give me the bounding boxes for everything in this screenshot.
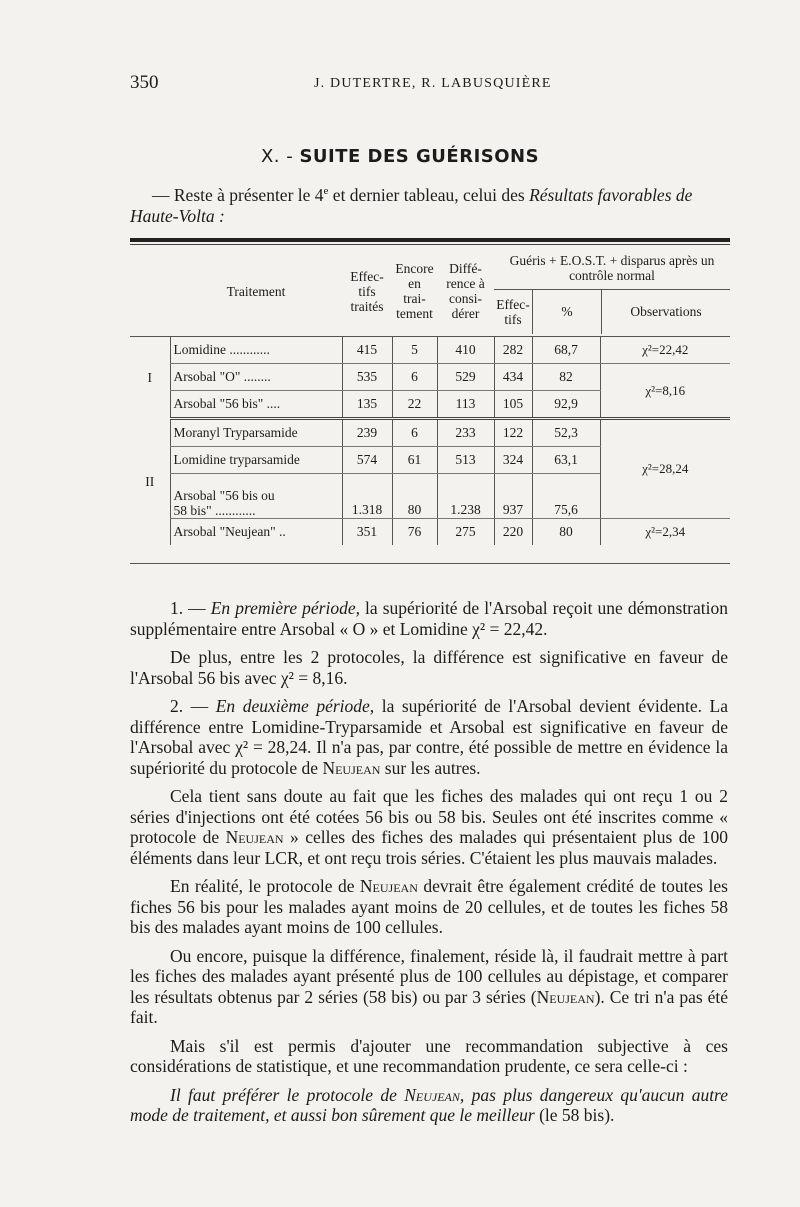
header-encore <box>392 246 437 337</box>
header-observations: Observations <box>601 290 730 334</box>
results-table-grid <box>130 246 730 545</box>
enc-cell: 22 <box>392 391 437 419</box>
intro-text-2: et dernier tableau, celui des <box>328 185 530 205</box>
p1-number: 1. — <box>170 598 211 618</box>
header-effectifs-traites-label: Effec- tifs traités <box>350 268 384 314</box>
p3-name: Neujean <box>322 757 381 778</box>
enc-cell: 6 <box>392 364 437 391</box>
paragraph <box>130 598 728 639</box>
enc-cell: 76 <box>392 519 437 546</box>
intro-paragraph <box>130 185 727 227</box>
pct-cell: 52,3 <box>532 419 600 447</box>
obs-cell: χ²=8,16 <box>600 364 730 419</box>
pct-cell: 82 <box>532 364 600 391</box>
header-difference <box>437 246 494 337</box>
pct-cell: 92,9 <box>532 391 600 419</box>
treatment-cell: Lomidine ............ <box>170 337 342 364</box>
pct-cell: 68,7 <box>532 337 600 364</box>
table-bottom-rule <box>130 563 730 564</box>
p1-italic: En première période, <box>210 598 360 618</box>
diff-cell: 529 <box>437 364 494 391</box>
p5-name: Neujean <box>359 876 418 896</box>
gef-cell: 220 <box>494 519 532 546</box>
gef-cell: 937 <box>494 474 532 519</box>
group-header-label: Guéris + E.O.S.T. + disparus après un contrôle normal <box>494 249 730 290</box>
header-percent: % <box>532 290 601 334</box>
treatment-cell: Arsobal "O" ........ <box>170 364 342 391</box>
paragraph <box>130 696 728 778</box>
eff-cell: 239 <box>342 419 392 447</box>
diff-cell: 113 <box>437 391 494 419</box>
diff-cell: 275 <box>437 519 494 546</box>
header-treatment-label: Traitement <box>226 283 286 299</box>
diff-cell: 410 <box>437 337 494 364</box>
enc-cell: 61 <box>392 447 437 474</box>
p6-text: Ou encore, puisque la différence, finalement, réside là, il faudrait mettre à part les fiches des malades ayant présenté plus de 100 cellules au dépistage, et comparer les résultats obtenus par 2 séries (58 bis) ou par 3 séries ( <box>130 945 728 1007</box>
obs-cell: χ²=22,42 <box>600 337 730 364</box>
p3-italic: En deuxième période, <box>215 696 375 716</box>
group-label: I <box>147 369 152 385</box>
table-top-rule-thin <box>130 244 730 245</box>
eff-cell: 351 <box>342 519 392 546</box>
paragraph <box>130 876 728 938</box>
pct-cell: 80 <box>532 519 600 546</box>
p6-text-end: ). Ce tri n'a pas été fait. <box>130 986 729 1027</box>
enc-cell: 80 <box>392 474 437 519</box>
section-title <box>0 146 800 167</box>
p4-text-end: » celles des fiches des malades qui présentaient plus de 100 éléments dans leur LCR, et ont reçu trois séries. C'étaient les plus mauvais malades. <box>130 827 728 868</box>
treatment-cell: Moranyl Tryparsamide <box>170 419 342 447</box>
table-row <box>130 519 730 546</box>
header-treatment <box>170 246 342 337</box>
p6-name: Neujean <box>536 986 595 1007</box>
authors: J. DUTERTRE, R. LABUSQUIÈRE <box>314 76 552 91</box>
table-row <box>130 419 730 447</box>
eff-cell: 1.318 <box>342 474 392 519</box>
gef-cell: 122 <box>494 419 532 447</box>
paragraph: De plus, entre les 2 protocoles, la différence est significative en faveur de l'Arsobal 56 bis avec χ² = 8,16. <box>130 647 728 688</box>
p3-text-end: sur les autres. <box>380 757 481 778</box>
page-number: 350 <box>130 72 159 93</box>
p3-number: 2. — <box>170 696 216 716</box>
p3-text: la supériorité de l'Arsobal devient évidente. La différence entre Lomidine-Tryparsamide et Arsobal est significative en faveur de l'Arsobal avec χ² = 28,24. Il n'a pas, par contre, été possible de mettre en évidence la supériorité du protocole de <box>130 696 728 778</box>
treatment-cell: Arsobal "56 bis ou 58 bis" ............ <box>170 474 342 519</box>
paragraph <box>130 1085 728 1126</box>
treatment-cell: Arsobal "Neujean" .. <box>170 519 342 546</box>
p8-italic-2: , pas plus dangereux qu'aucun autre mode de traitement, et aussi bon sûrement que le meilleur <box>130 1084 728 1125</box>
header-group <box>494 246 730 337</box>
obs-cell: χ²=28,24 <box>600 419 730 519</box>
running-head <box>130 72 730 96</box>
group-label: II <box>145 473 155 489</box>
intro-sup: e <box>323 185 329 198</box>
section-heading: SUITE DES GUÉRISONS <box>299 146 540 167</box>
gef-cell: 105 <box>494 391 532 419</box>
header-encore-label: Encore en trai- tement <box>395 261 434 321</box>
paragraph <box>130 786 728 868</box>
gef-cell: 282 <box>494 337 532 364</box>
diff-cell: 1.238 <box>437 474 494 519</box>
header-difference-label: Diffé- rence à consi- dérer <box>446 261 485 321</box>
pct-cell: 63,1 <box>532 447 600 474</box>
p1-text: la supériorité de l'Arsobal reçoit une démonstration supplémentaire entre Arsobal « O » et Lomidine χ² = 22,42. <box>130 598 728 639</box>
body-text <box>130 598 728 1134</box>
pct-cell: 75,6 <box>532 474 600 519</box>
table-row <box>130 337 730 364</box>
gef-cell: 434 <box>494 364 532 391</box>
header-effectifs-traites <box>342 246 392 337</box>
gef-cell: 324 <box>494 447 532 474</box>
eff-cell: 535 <box>342 364 392 391</box>
obs-cell: χ²=2,34 <box>600 519 730 546</box>
results-table <box>130 246 730 545</box>
diff-cell: 233 <box>437 419 494 447</box>
eff-cell: 135 <box>342 391 392 419</box>
treatment-cell: Lomidine tryparsamide <box>170 447 342 474</box>
enc-cell: 6 <box>392 419 437 447</box>
eff-cell: 415 <box>342 337 392 364</box>
intro-italic: Résultats favorables de Haute-Volta : <box>130 185 693 226</box>
p5-text-end: devrait être également crédité de toutes les fiches 56 bis pour les malades ayant moins de 20 cellules, et de toutes les fiches 58 bis des malades ayant moins de 100 cellules. <box>130 876 728 937</box>
p5-text: En réalité, le protocole de <box>170 876 360 896</box>
table-top-rule <box>130 238 730 242</box>
header-effectifs: Effec- tifs <box>496 296 530 327</box>
p8-name: Neujean <box>404 1084 460 1105</box>
paragraph <box>130 946 728 1028</box>
section-prefix: X. - <box>260 146 300 167</box>
eff-cell: 574 <box>342 447 392 474</box>
p8-italic: Il faut préférer le protocole de <box>170 1084 405 1105</box>
table-row <box>130 364 730 391</box>
treatment-cell: Arsobal "56 bis" .... <box>170 391 342 419</box>
diff-cell: 513 <box>437 447 494 474</box>
p8-text-end: (le 58 bis). <box>534 1105 615 1125</box>
enc-cell: 5 <box>392 337 437 364</box>
p4-text: Cela tient sans doute au fait que les fiches des malades qui ont reçu 1 ou 2 séries d'injections ont été cotées 56 bis ou 58 bis. Seules ont été inscrites comme « protocole de <box>130 786 728 847</box>
group-subheaders <box>494 290 730 334</box>
p4-name: Neujean <box>225 827 284 847</box>
intro-text-1: — Reste à présenter le 4 <box>152 185 324 205</box>
paragraph: Mais s'il est permis d'ajouter une recommandation subjective à ces considérations de statistique, et une recommandation prudente, ce sera celle-ci : <box>130 1035 728 1076</box>
